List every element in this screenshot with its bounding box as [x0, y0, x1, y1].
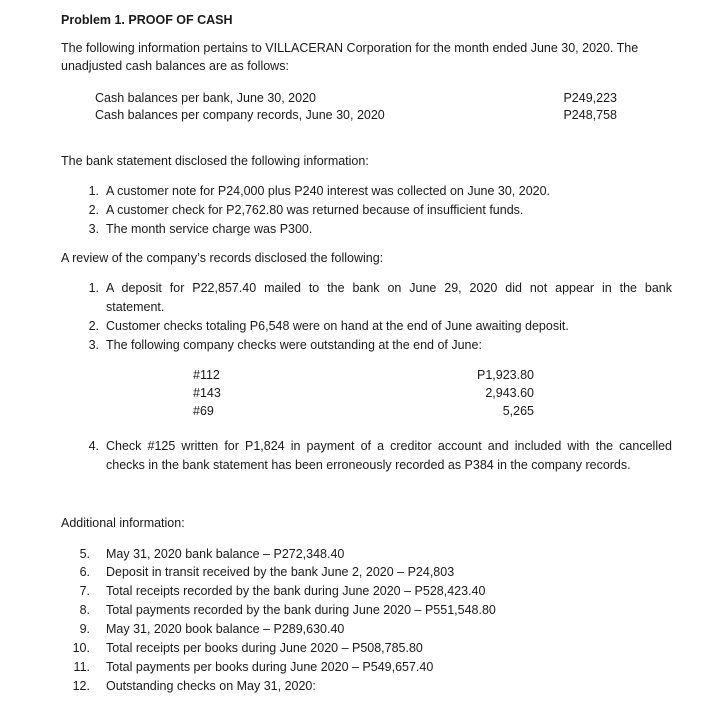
outstanding-check-amount: P1,923.80 — [477, 368, 534, 382]
bank-statement-heading: The bank statement disclosed the following information: — [61, 154, 369, 168]
company-records-heading: A review of the company’s records disclosed the following: — [61, 251, 384, 265]
company-item-number: 3. — [88, 338, 99, 352]
outstanding-check-number: #69 — [193, 404, 214, 418]
company-item-number: 1. — [88, 281, 99, 295]
additional-item-text: Deposit in transit received by the bank June 2, 2020 – P24,803 — [106, 565, 455, 579]
outstanding-check-number: #143 — [193, 386, 221, 400]
additional-item-number: 5. — [79, 547, 90, 561]
bank-balance-value: P249,223 — [563, 91, 617, 105]
bank-item-text: The month service charge was P300. — [106, 222, 313, 236]
company-item-text: Customer checks totaling P6,548 were on hand at the end of June awaiting deposit. — [106, 319, 569, 333]
intro-line-2: unadjusted cash balances are as follows: — [61, 59, 289, 73]
bank-item-text: A customer check for P2,762.80 was returned because of insufficient funds. — [106, 203, 524, 217]
additional-item-text: Total payments per books during June 2020 – P549,657.40 — [106, 660, 434, 674]
bank-item-number: 3. — [88, 222, 99, 236]
additional-item-number: 11. — [73, 660, 90, 674]
company-item-text-cont: statement. — [106, 300, 165, 314]
additional-item-number: 6. — [79, 565, 90, 579]
additional-info-heading: Additional information: — [61, 516, 185, 530]
problem-title: Problem 1. PROOF OF CASH — [61, 13, 233, 27]
additional-item-number: 9. — [79, 622, 90, 636]
additional-item-text: Total receipts per books during June 2020 – P508,785.80 — [106, 641, 423, 655]
company-item-text: Check #125 written for P1,824 in payment of a creditor account and included with the cancelled — [106, 439, 672, 453]
company-item-text-cont: checks in the bank statement has been erroneously recorded as P384 in the company records. — [106, 458, 631, 472]
additional-item-number: 12. — [72, 679, 90, 693]
additional-item-text: May 31, 2020 bank balance – P272,348.40 — [106, 547, 345, 561]
bank-item-number: 1. — [88, 184, 99, 198]
outstanding-check-number: #112 — [193, 368, 220, 382]
bank-balance-label: Cash balances per bank, June 30, 2020 — [95, 91, 316, 105]
company-item-text: The following company checks were outstanding at the end of June: — [106, 338, 482, 352]
additional-item-text: Total payments recorded by the bank during June 2020 – P551,548.80 — [106, 603, 496, 617]
additional-item-text: May 31, 2020 book balance – P289,630.40 — [106, 622, 345, 636]
additional-item-text: Total receipts recorded by the bank during June 2020 – P528,423.40 — [106, 584, 486, 598]
outstanding-check-amount: 5,265 — [502, 404, 534, 418]
outstanding-check-amount: 2,943.60 — [485, 386, 534, 400]
company-item-text: A deposit for P22,857.40 mailed to the bank on June 29, 2020 did not appear in the bank — [106, 281, 672, 295]
additional-item-number: 7. — [79, 584, 90, 598]
intro-line-1: The following information pertains to VILLACERAN Corporation for the month ended June 30, 2020. The — [61, 41, 639, 55]
book-balance-value: P248,758 — [563, 108, 617, 122]
company-item-number: 2. — [88, 319, 99, 333]
additional-item-text: Outstanding checks on May 31, 2020: — [106, 679, 316, 693]
bank-item-number: 2. — [88, 203, 99, 217]
additional-item-number: 10. — [72, 641, 90, 655]
bank-item-text: A customer note for P24,000 plus P240 interest was collected on June 30, 2020. — [106, 184, 551, 198]
company-item-number: 4. — [88, 439, 99, 453]
book-balance-label: Cash balances per company records, June 30, 2020 — [95, 108, 385, 122]
additional-item-number: 8. — [79, 603, 90, 617]
